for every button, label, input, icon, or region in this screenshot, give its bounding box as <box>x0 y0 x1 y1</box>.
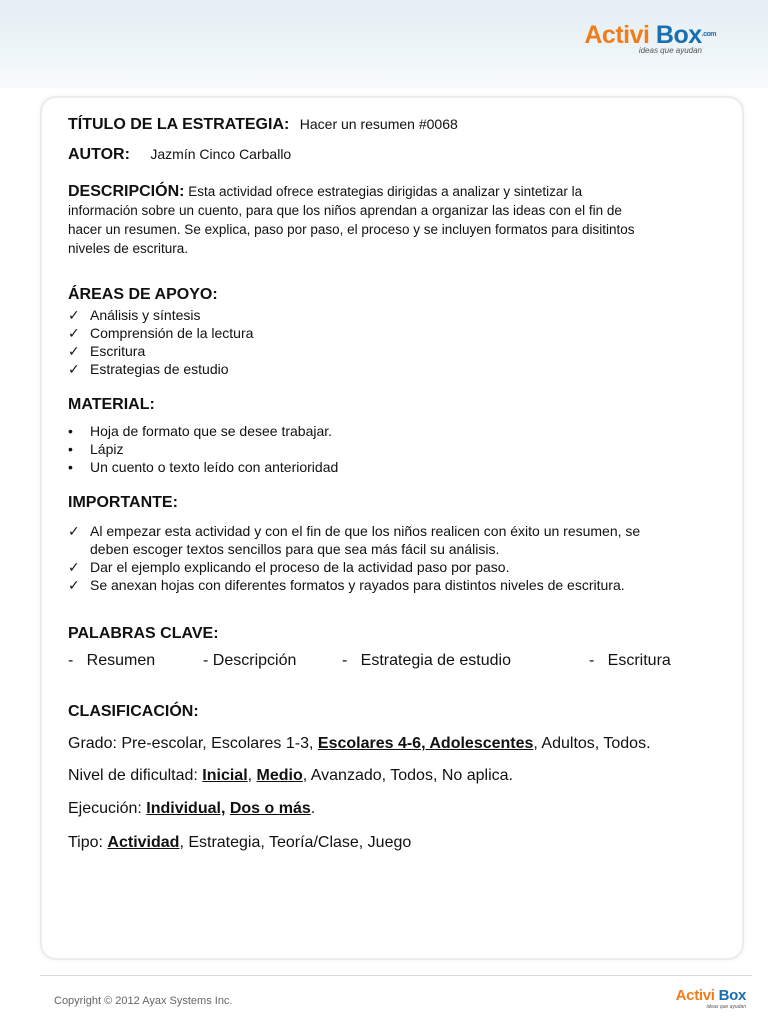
check-icon: ✓ <box>68 343 80 359</box>
check-icon: ✓ <box>68 325 80 341</box>
classification-ejecucion: Ejecución: Individual, Dos o más. <box>68 800 316 817</box>
activibox-logo-footer: Activi Box ideas que ayudan <box>675 987 746 1010</box>
list-item: ✓ Se anexan hojas con diferentes formatos y rayados para distintos niveles de escritura. <box>68 577 625 593</box>
list-item: • Un cuento o texto leído con anterioridad <box>68 459 339 475</box>
keyword-1: - Resumen <box>68 652 156 669</box>
list-item: ✓ Escritura <box>68 343 146 359</box>
list-item: ✓ Al empezar esta actividad y con el fin de que los niños realicen con éxito un resumen, se deben escoger textos sencillos para que sea más fácil su análisis. <box>68 523 641 557</box>
list-item: • Lápiz <box>68 441 124 457</box>
list-item: ✓ Análisis y síntesis <box>68 307 201 323</box>
support-areas: ÁREAS DE APOYO: ✓ Análisis y síntesis ✓ Comprensión de la lectura ✓ Escritura ✓ Estrategias de estudio <box>68 286 254 377</box>
keyword-4: - Escritura <box>589 652 671 669</box>
keyword-3: - Estrategia de estudio <box>342 652 511 669</box>
check-icon: ✓ <box>68 523 80 539</box>
classification-heading: CLASIFICACIÓN: <box>68 703 199 720</box>
footer-divider <box>40 975 752 976</box>
keyword-2: - Descripción <box>203 652 297 669</box>
author: AUTOR: Jazmín Cinco Carballo <box>68 146 292 163</box>
description: DESCRIPCIÓN: Esta actividad ofrece estrategias dirigidas a analizar y sintetizar la información sobre un cuento, para que los niños aprendan a organizar las ideas con el fin de hacer un resumen. Se explica, paso por paso, el proceso y se incluyen formatos para disitintos niveles de escritura. <box>68 183 635 256</box>
check-icon: ✓ <box>68 559 80 575</box>
important: IMPORTANTE: ✓ Al empezar esta actividad y con el fin de que los niños realicen con éxito un resumen, se deben escoger textos sencillos para que sea más fácil su análisis. ✓ Dar el ejemplo explicando el proceso de la actividad paso por paso. ✓ Se anexan hojas con diferentes formatos y rayados para distintos niveles de escritura. <box>68 494 728 594</box>
check-icon: ✓ <box>68 307 80 323</box>
classification-tipo: Tipo: Actividad, Estrategia, Teoría/Clase, Juego <box>68 834 412 851</box>
activibox-logo: Activi Box$^{.com}$ ideas que ayudan <box>584 21 716 55</box>
list-item: ✓ Dar el ejemplo explicando el proceso de la actividad paso por paso. <box>68 559 510 575</box>
bullet-icon: • <box>68 459 73 475</box>
list-item: ✓ Comprensión de la lectura <box>68 325 254 341</box>
bullet-icon: • <box>68 423 73 439</box>
classification-grado: Grado: Pre-escolar, Escolares 1-3, Escolares 4-6, Adolescentes, Adultos, Todos. <box>68 735 651 752</box>
classification-nivel: Nivel de dificultad: Inicial, Medio, Avanzado, Todos, No aplica. <box>68 767 513 784</box>
check-icon: ✓ <box>68 577 80 593</box>
strategy-title: TÍTULO DE LA ESTRATEGIA: Hacer un resumen #0068 <box>68 116 458 133</box>
material: MATERIAL: • Hoja de formato que se desee trabajar. • Lápiz • Un cuento o texto leído con anterioridad <box>68 396 339 475</box>
check-icon: ✓ <box>68 361 80 377</box>
list-item: • Hoja de formato que se desee trabajar. <box>68 423 333 439</box>
keywords-heading: PALABRAS CLAVE: <box>68 625 219 642</box>
copyright: Copyright © 2012 Ayax Systems Inc. <box>54 995 233 1007</box>
bullet-icon: • <box>68 441 73 457</box>
list-item: ✓ Estrategias de estudio <box>68 361 229 377</box>
